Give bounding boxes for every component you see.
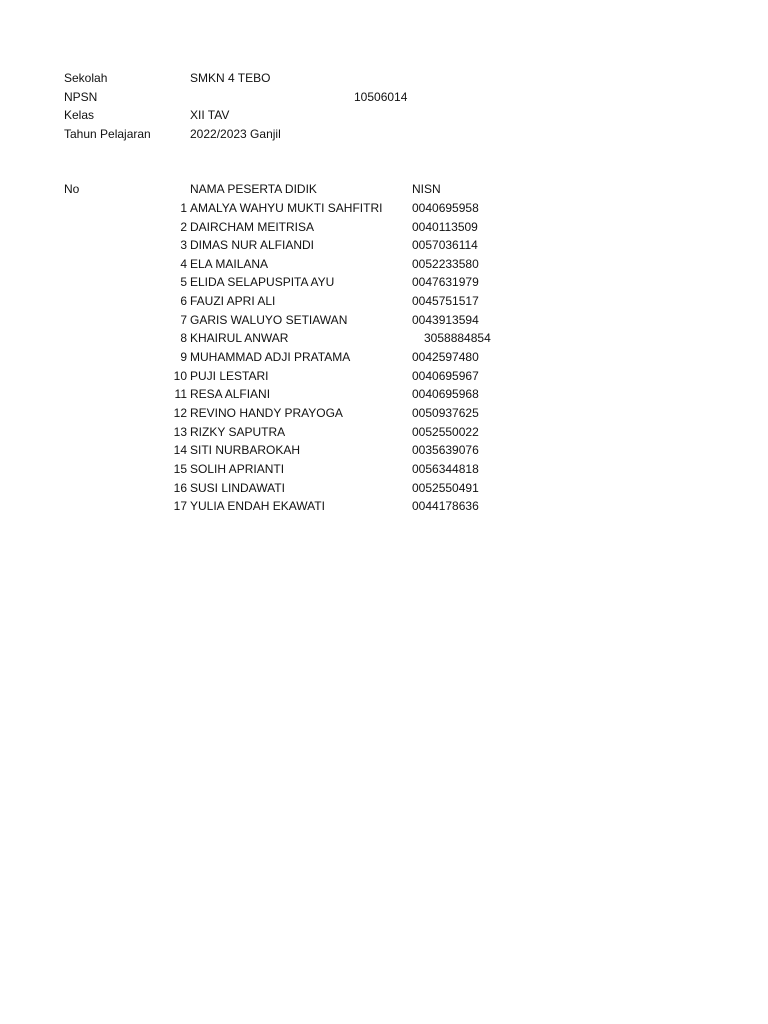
student-nisn: 0040113509 <box>412 220 478 234</box>
student-nisn: 3058884854 <box>424 331 491 345</box>
row-number: 15 <box>173 462 187 476</box>
student-name: SOLIH APRIANTI <box>190 462 285 476</box>
student-nisn: 0052550491 <box>412 481 479 495</box>
row-number: 10 <box>173 369 187 383</box>
npsn-label: NPSN <box>64 90 98 104</box>
student-nisn: 0056344818 <box>412 462 479 476</box>
student-nisn: 0042597480 <box>412 350 479 364</box>
student-name: SITI NURBAROKAH <box>190 443 301 457</box>
student-name: ELIDA SELAPUSPITA AYU <box>190 275 335 289</box>
student-name: KHAIRUL ANWAR <box>190 331 289 345</box>
npsn-value: 10506014 <box>354 90 408 104</box>
row-number: 2 <box>180 220 187 234</box>
student-name: DAIRCHAM MEITRISA <box>190 220 315 234</box>
student-nisn: 0047631979 <box>412 275 479 289</box>
sekolah-value: SMKN 4 TEBO <box>190 71 271 85</box>
row-number: 5 <box>180 275 187 289</box>
student-nisn: 0057036114 <box>412 238 478 252</box>
row-number: 14 <box>173 443 187 457</box>
student-name: FAUZI APRI ALI <box>190 294 276 308</box>
student-name: YULIA ENDAH EKAWATI <box>190 499 325 513</box>
student-nisn: 0043913594 <box>412 313 479 327</box>
row-number: 17 <box>173 499 187 513</box>
student-nisn: 0052233580 <box>412 257 479 271</box>
tahun-pelajaran-value: 2022/2023 Ganjil <box>190 127 281 141</box>
student-nisn: 0052550022 <box>412 425 479 439</box>
student-nisn: 0050937625 <box>412 406 479 420</box>
student-name: DIMAS NUR ALFIANDI <box>190 238 315 252</box>
row-number: 7 <box>180 313 187 327</box>
row-number: 3 <box>180 238 187 252</box>
column-header-name: NAMA PESERTA DIDIK <box>190 182 317 196</box>
row-number: 9 <box>180 350 187 364</box>
student-name: PUJI LESTARI <box>190 369 269 383</box>
row-number: 8 <box>180 331 187 345</box>
tahun-pelajaran-label: Tahun Pelajaran <box>64 127 151 141</box>
student-name: GARIS WALUYO SETIAWAN <box>190 313 348 327</box>
student-nisn: 0040695967 <box>412 369 479 383</box>
student-nisn: 0045751517 <box>412 294 479 308</box>
column-header-nisn: NISN <box>412 182 441 196</box>
student-name: RIZKY SAPUTRA <box>190 425 286 439</box>
student-name: RESA ALFIANI <box>190 387 271 401</box>
row-number: 12 <box>173 406 187 420</box>
row-number: 6 <box>180 294 187 308</box>
column-header-no: No <box>64 182 80 196</box>
row-number: 4 <box>180 257 187 271</box>
student-nisn: 0044178636 <box>412 499 479 513</box>
student-nisn: 0035639076 <box>412 443 479 457</box>
row-number: 13 <box>173 425 187 439</box>
student-name: REVINO HANDY PRAYOGA <box>190 406 343 420</box>
row-number: 16 <box>173 481 187 495</box>
student-name: ELA MAILANA <box>190 257 269 271</box>
kelas-value: XII TAV <box>190 108 230 122</box>
student-name: SUSI LINDAWATI <box>190 481 285 495</box>
kelas-label: Kelas <box>64 108 95 122</box>
student-nisn: 0040695958 <box>412 201 479 215</box>
sekolah-label: Sekolah <box>64 71 108 85</box>
row-number: 11 <box>174 387 187 401</box>
student-name: MUHAMMAD ADJI PRATAMA <box>190 350 351 364</box>
row-number: 1 <box>180 201 187 215</box>
student-nisn: 0040695968 <box>412 387 479 401</box>
student-name: AMALYA WAHYU MUKTI SAHFITRI <box>190 201 383 215</box>
